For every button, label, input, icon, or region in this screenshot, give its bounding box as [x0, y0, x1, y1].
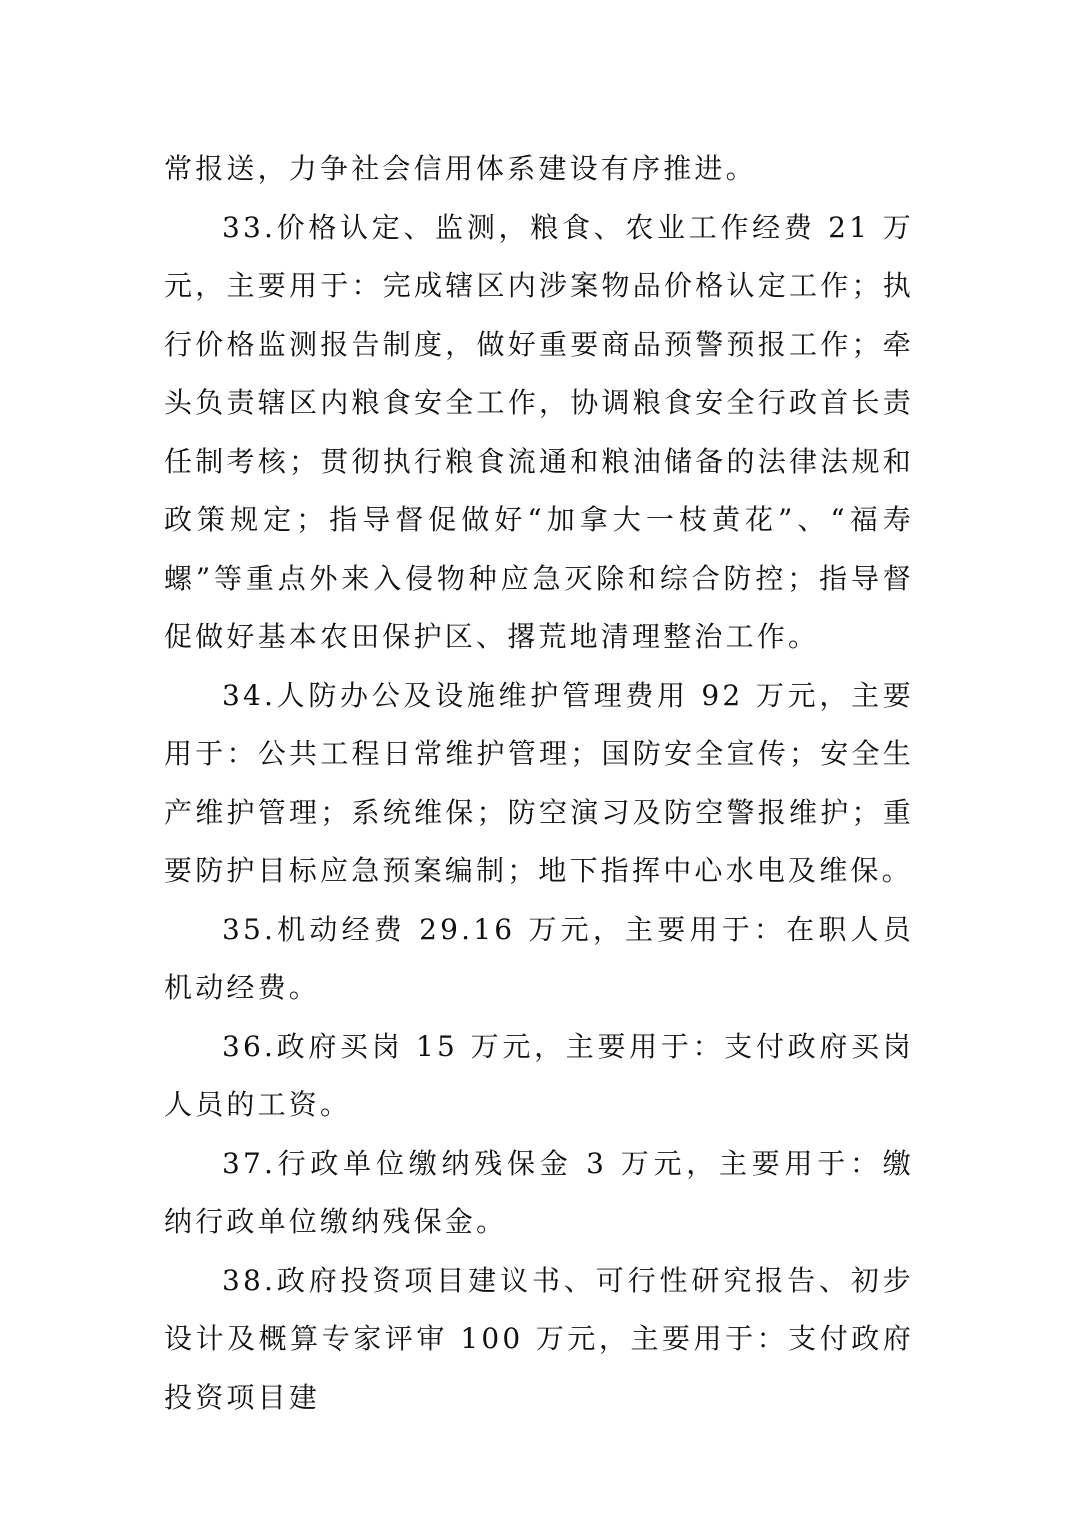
paragraph-item-38: 38.政府投资项目建议书、可行性研究报告、初步设计及概算专家评审 100 万元，主要用于：支付政府投资项目建 — [164, 1263, 914, 1414]
paragraph-item-34: 34.人防办公及设施维护管理费用 92 万元，主要用于：公共工程日常维护管理；国防安全宣传；安全生产维护管理；系统维保；防空演习及防空警报维护；重要防护目标应急预案编制；地下指挥中心水电及维保。 — [164, 678, 914, 887]
paragraph-continuation: 常报送，力争社会信用体系建设有序推进。 — [164, 152, 757, 185]
paragraph-item-33: 33.价格认定、监测，粮食、农业工作经费 21 万元，主要用于：完成辖区内涉案物品价格认定工作；执行价格监测报告制度，做好重要商品预警预报工作；牵头负责辖区内粮食安全工作，协调粮食安全行政首长责任制考核；贯彻执行粮食流通和粮油储备的法律法规和政策规定；指导督促做好“加拿大一枝黄花”、“福寿螺”等重点外来入侵物种应急灭除和综合防控；指导督促做好基本农田保护区、撂荒地清理整治工作。 — [164, 210, 914, 653]
paragraph-item-37: 37.行政单位缴纳残保金 3 万元，主要用于：缴纳行政单位缴纳残保金。 — [164, 1146, 914, 1238]
document-body — [164, 140, 914, 1427]
paragraph-item-36: 36.政府买岗 15 万元，主要用于：支付政府买岗人员的工资。 — [164, 1029, 914, 1121]
paragraph-item-35: 35.机动经费 29.16 万元，主要用于：在职人员机动经费。 — [164, 912, 914, 1004]
